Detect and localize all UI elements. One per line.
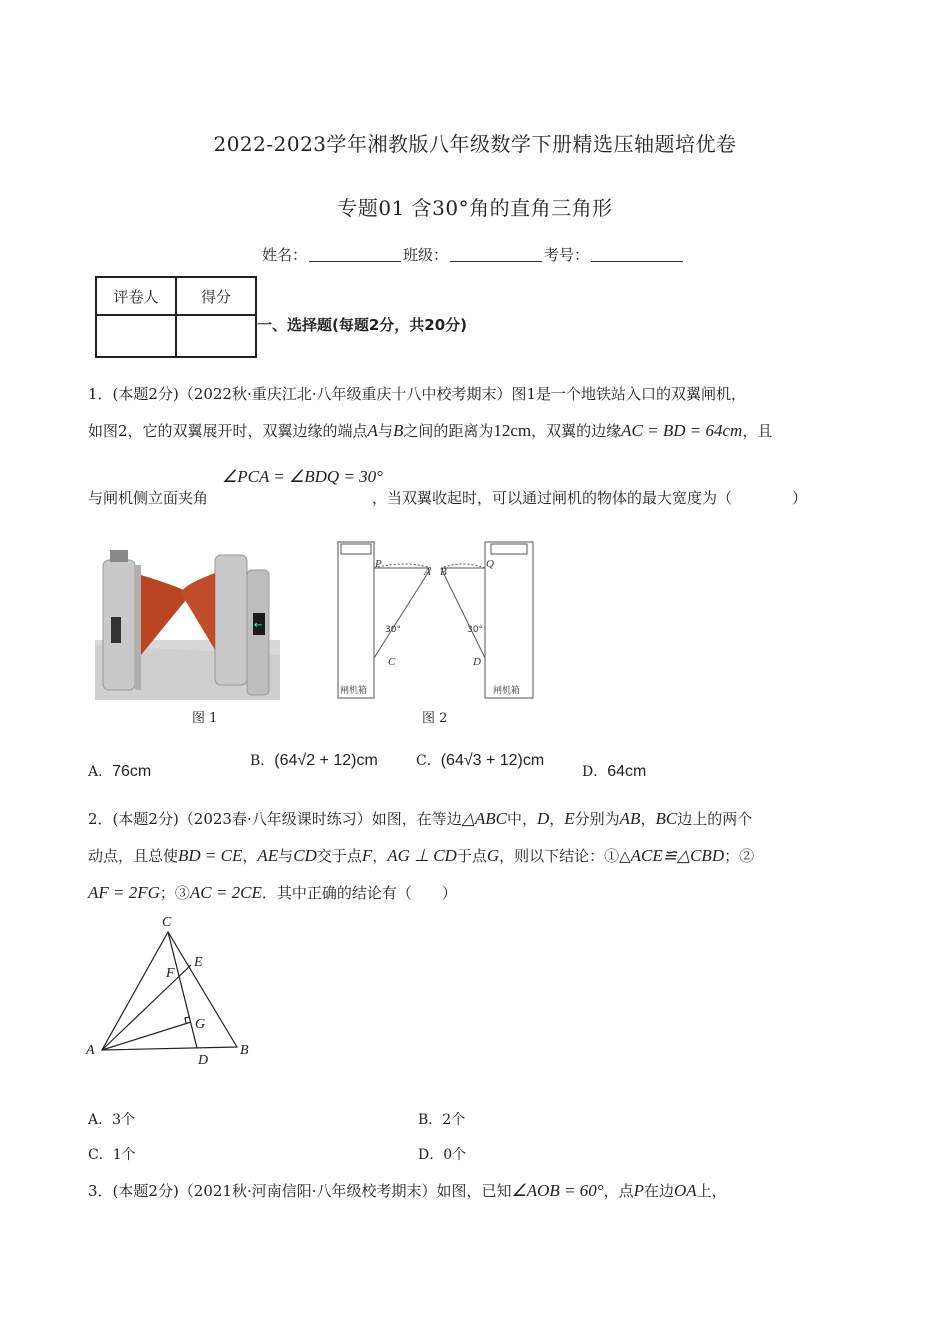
q3-text: ，点: [603, 1182, 634, 1200]
q3-point-p: P: [633, 1181, 644, 1200]
option-letter: D．: [582, 764, 608, 780]
q2-text: ，: [549, 810, 565, 828]
q2-text: 交于点: [316, 847, 362, 865]
grader-cell: [96, 315, 176, 357]
option-value: 64cm: [607, 763, 647, 780]
option-letter: D．: [418, 1147, 444, 1163]
option-value: (64√2 + 12)cm: [274, 752, 378, 769]
q2-text: ，: [372, 847, 388, 865]
q2-congruence: ACE≌△CBD: [630, 846, 725, 865]
q1-option-a[interactable]: [88, 761, 151, 781]
q1-text: ，且: [742, 422, 773, 440]
q2-text: ；③: [159, 884, 190, 902]
option-value: (64√3 + 12)cm: [440, 752, 545, 769]
q2-text: ．其中正确的结论有（ ）: [261, 884, 457, 902]
q1-option-d[interactable]: [582, 761, 646, 781]
document-title: 2022-2023学年湘教版八年级数学下册精选压轴题培优卷: [213, 132, 737, 156]
q2-point-f: F: [361, 846, 373, 865]
q2-fig-label-e: E: [194, 955, 203, 970]
q2-text: 中，: [506, 810, 537, 828]
q2-af-eq: AF = 2FG: [88, 883, 160, 902]
q2-text: 于点: [456, 847, 487, 865]
q3-seg-oa: OA: [674, 1181, 697, 1200]
fig2-label-q: Q: [486, 558, 494, 570]
option-letter: C．: [88, 1147, 113, 1163]
q2-triangle-figure: [82, 910, 262, 1070]
q2-bd-ce: BD = CE: [178, 846, 243, 865]
fig2-label-a: A: [424, 566, 431, 578]
fig2-label-d: D: [473, 656, 481, 668]
student-info-row: [262, 244, 685, 265]
q1-line2: [88, 420, 772, 442]
q1-text: 之间的距离为: [403, 422, 494, 440]
q2-text: ，: [242, 847, 258, 865]
q2-point-e: E: [564, 809, 575, 828]
q1-line3a: 与闸机侧立面夹角: [88, 489, 209, 507]
q2-option-d[interactable]: [418, 1144, 466, 1164]
q1-line1: 1．(本题2分)（2022秋·重庆江北·八年级重庆十八中校考期末）图1是一个地铁站入口的双翼闸机，: [88, 385, 747, 403]
score-header: 得分: [176, 277, 256, 315]
class-blank[interactable]: [450, 247, 542, 262]
q1-option-c[interactable]: [416, 750, 544, 770]
q2-text: 与: [278, 847, 294, 865]
q1-point-a: A: [367, 421, 378, 440]
q2-line3: [88, 882, 457, 904]
option-value: 76cm: [112, 763, 152, 780]
q2-text: 2．(本题2分)（2023春·八年级课时练习）如图，在等边: [88, 810, 462, 828]
q3-line1: [88, 1180, 727, 1202]
q3-text: 在边: [643, 1182, 674, 1200]
q2-option-c[interactable]: [88, 1144, 136, 1164]
q2-point-d: D: [536, 809, 550, 828]
option-value: 3个: [112, 1112, 136, 1128]
option-value: 1个: [112, 1147, 136, 1163]
fig2-box-left: 闸机箱: [340, 686, 368, 696]
q2-text: ，: [640, 810, 656, 828]
q2-fig-label-b: B: [240, 1043, 249, 1058]
q2-text: ，则以下结论：①△: [499, 847, 631, 865]
score-table: [95, 276, 257, 358]
q1-line3b: ，当双翼收起时，可以通过闸机的物体的最大宽度为（ ）: [372, 489, 808, 507]
fig2-box-right: 闸机箱: [493, 686, 521, 696]
exam-blank[interactable]: [591, 247, 683, 262]
option-value: 2个: [442, 1112, 466, 1128]
class-label: 班级：: [403, 246, 449, 264]
q2-point-g: G: [486, 846, 500, 865]
q2-triangle: △ABC: [461, 809, 507, 828]
exam-label: 考号：: [544, 246, 590, 264]
q3-angle: ∠AOB = 60°: [511, 1181, 604, 1200]
q1-text: 与: [377, 422, 393, 440]
option-letter: B．: [418, 1112, 443, 1128]
fig2-caption: 图 2: [422, 711, 448, 726]
q2-seg-ae: AE: [257, 846, 279, 865]
q3-text: 上，: [696, 1182, 727, 1200]
q1-angle-eq: ∠PCA = ∠BDQ = 30°: [222, 467, 383, 486]
option-letter: B．: [250, 753, 275, 769]
q2-line1: [88, 808, 752, 830]
q2-text: 分别为: [574, 810, 620, 828]
q2-ag-perp-cd: AG ⊥ CD: [387, 846, 457, 865]
fig1-caption: 图 1: [192, 711, 218, 726]
q2-text: 边上的两个: [677, 810, 753, 828]
q2-option-a[interactable]: [88, 1109, 135, 1129]
q1-distance: 12cm: [493, 421, 532, 440]
q2-ac-eq: AC = 2CE: [189, 883, 262, 902]
name-blank[interactable]: [309, 247, 401, 262]
option-letter: A．: [88, 764, 113, 780]
q2-text: ；②: [724, 847, 755, 865]
q2-fig-label-f: F: [166, 966, 175, 981]
q1-option-b[interactable]: [250, 750, 378, 770]
fig2-diagram: [335, 540, 535, 700]
q2-seg-bc: BC: [655, 809, 678, 828]
q2-fig-label-g: G: [195, 1017, 206, 1032]
q1-text: 如图2，它的双翼展开时，双翼边缘的端点: [88, 422, 368, 440]
document-subtitle: 专题01 含30°角的直角三角形: [337, 196, 613, 220]
q2-option-b[interactable]: [418, 1109, 465, 1129]
svg-text:←: ←: [254, 620, 263, 631]
q2-text: 动点，且总使: [88, 847, 179, 865]
fig2-label-b: B: [440, 566, 447, 578]
option-letter: C．: [416, 753, 441, 769]
grader-header: 评卷人: [96, 277, 176, 315]
q1-point-b: B: [392, 421, 404, 440]
fig2-label-p: P: [375, 558, 382, 570]
option-letter: A．: [88, 1112, 113, 1128]
section-heading: 一、选择题(每题2分，共20分): [257, 316, 468, 334]
q2-seg-ab: AB: [619, 809, 641, 828]
fig2-angle-left: 30°: [385, 625, 401, 635]
q2-seg-cd: CD: [293, 846, 317, 865]
q2-fig-label-c: C: [162, 915, 172, 930]
name-label: 姓名：: [262, 246, 308, 264]
option-value: 0个: [443, 1147, 467, 1163]
fig2-angle-right: 30°: [467, 625, 483, 635]
q3-text: 3．(本题2分)（2021秋·河南信阳·八年级校考期末）如图，已知: [88, 1182, 512, 1200]
fig2-label-c: C: [388, 656, 396, 668]
q2-line2: [88, 845, 754, 867]
fig1-turnstile-image: [95, 545, 280, 700]
q2-fig-label-d: D: [198, 1053, 209, 1068]
q1-text: ，双翼的边缘: [531, 422, 622, 440]
q1-edge-eq: AC = BD = 64cm: [621, 421, 743, 440]
q2-fig-label-a: A: [86, 1043, 95, 1058]
score-cell: [176, 315, 256, 357]
